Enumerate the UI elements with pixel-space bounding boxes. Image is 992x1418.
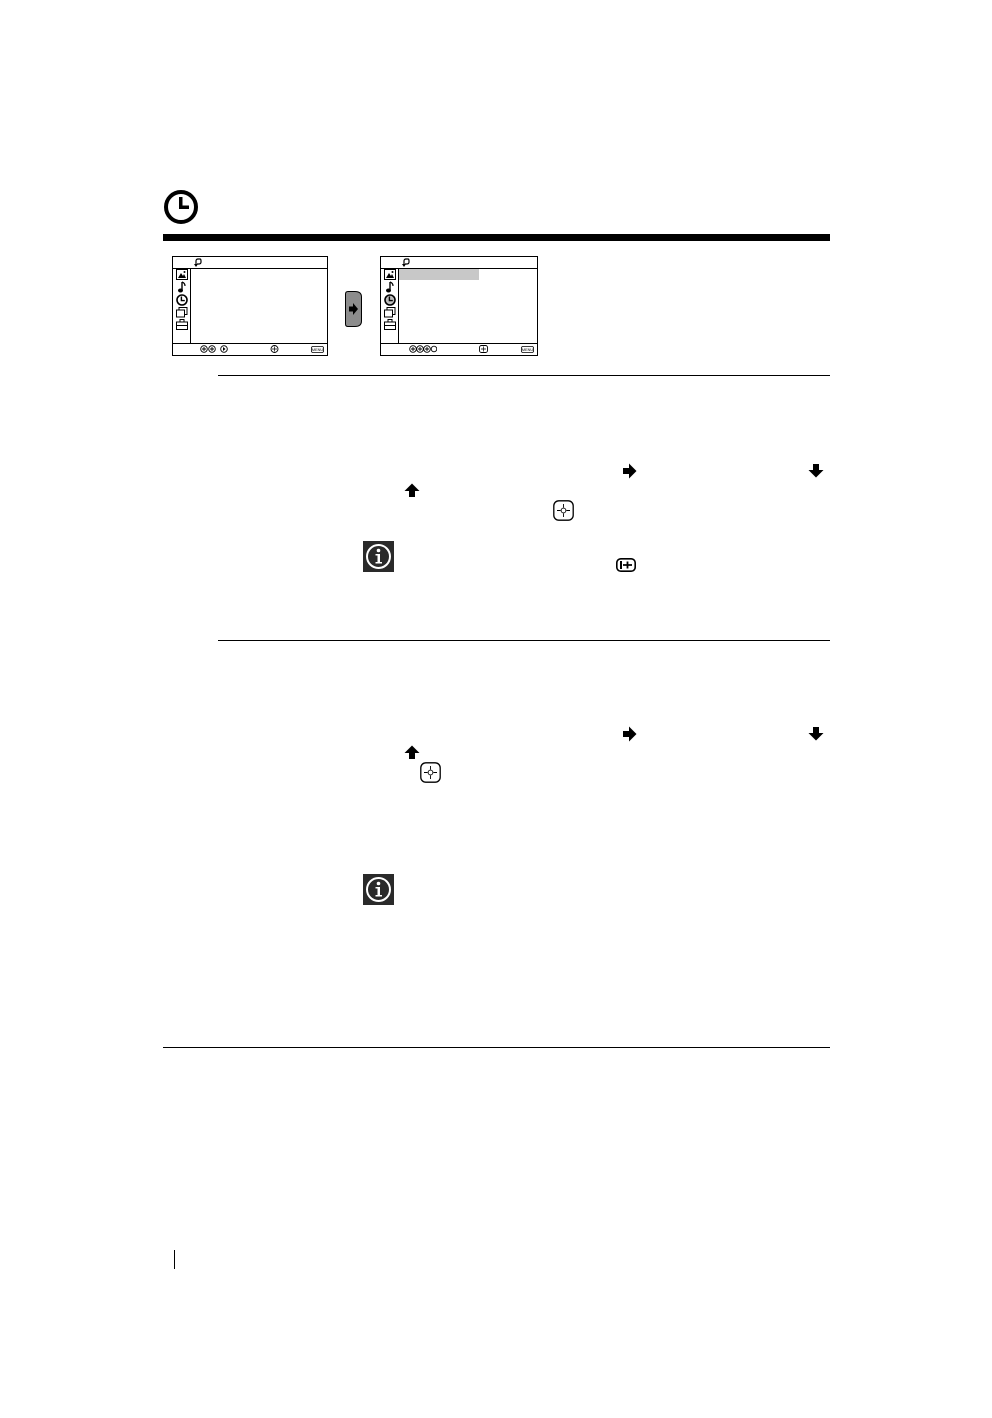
arrow-up-icon <box>404 745 420 760</box>
info-icon <box>363 874 394 905</box>
ok-button-icon <box>553 500 574 521</box>
timer-icon <box>384 294 396 306</box>
preset-icon <box>384 307 396 318</box>
toolbox-icon <box>384 319 396 330</box>
ok-icon <box>270 345 279 353</box>
nav-buttons-icon <box>409 345 437 353</box>
info-icon <box>363 541 394 572</box>
menu-key-icon <box>311 346 324 353</box>
info-text-button-icon <box>616 558 636 572</box>
highlighted-row <box>399 269 479 280</box>
osd-screen-before <box>172 256 328 356</box>
sound-icon <box>177 281 187 293</box>
arrow-up-icon <box>404 483 420 498</box>
svg-text:MENU: MENU <box>521 348 534 352</box>
return-arrow-icon <box>402 258 410 267</box>
menu-key-icon <box>521 346 534 353</box>
toolbox-icon <box>176 319 188 330</box>
return-arrow-icon <box>194 258 202 267</box>
arrow-down-icon <box>808 463 824 478</box>
right-arrow-button-icon <box>345 291 362 327</box>
arrow-right-icon <box>622 463 637 479</box>
ok-button-icon <box>420 762 441 783</box>
page-edge-bar <box>174 1250 175 1269</box>
nav-buttons-icon <box>200 345 216 353</box>
footer-rule <box>163 1047 830 1048</box>
picture-icon <box>176 269 188 280</box>
select-icon <box>220 345 228 353</box>
ok-icon <box>479 345 488 353</box>
section1-rule <box>218 375 830 376</box>
sound-icon <box>385 281 395 293</box>
osd-screen-after <box>380 256 538 356</box>
preset-icon <box>176 307 188 318</box>
svg-text:MENU: MENU <box>311 348 324 352</box>
picture-icon <box>384 269 396 280</box>
timer-icon <box>176 294 188 306</box>
section2-rule <box>218 640 830 641</box>
arrow-down-icon <box>808 726 824 741</box>
clock-icon <box>163 189 199 225</box>
arrow-right-icon <box>622 726 637 742</box>
header-rule <box>163 234 830 241</box>
